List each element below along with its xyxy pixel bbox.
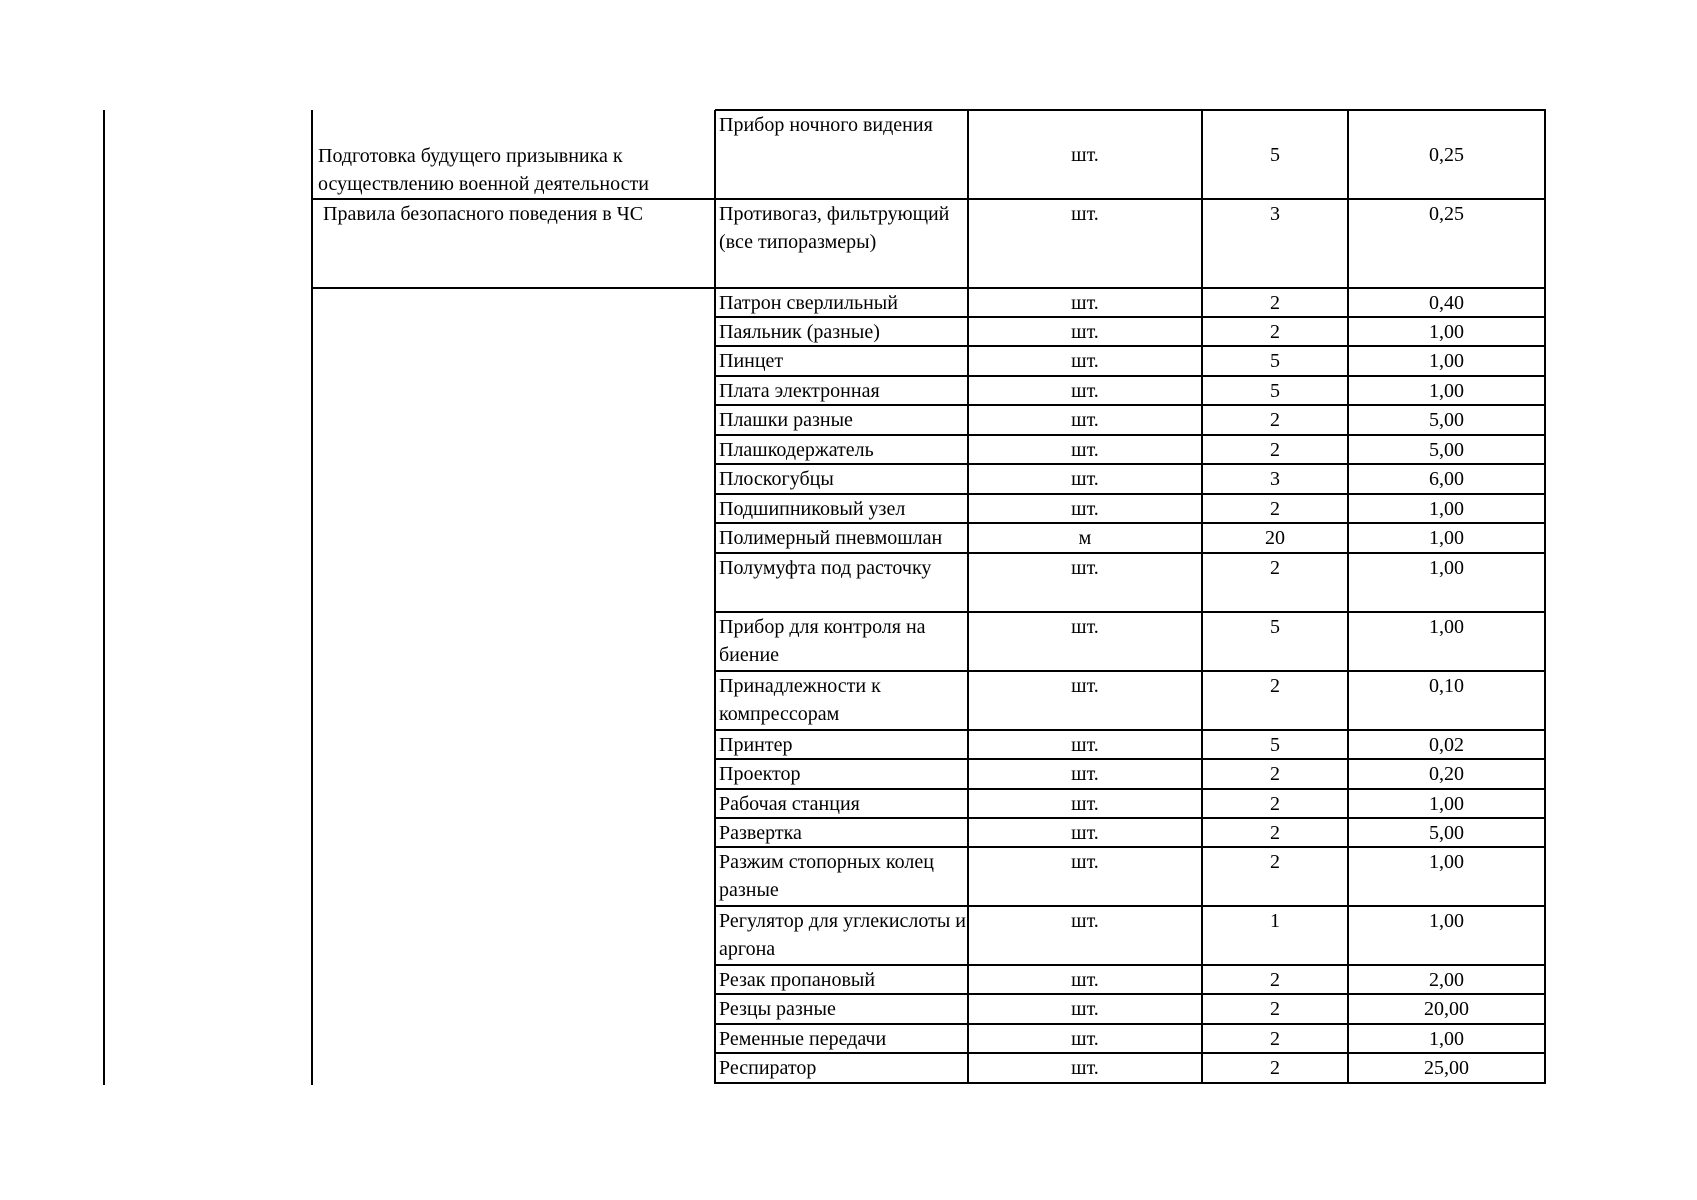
topic-military-preparation: Подготовка будущего призывника к осуществлению военной деятельности [318,145,649,195]
item-unit-cell: шт. [1071,616,1099,638]
item-unit-cell: шт. [1071,468,1099,490]
item-value-cell: 5,00 [1429,409,1464,431]
item-unit-cell: шт. [1071,822,1099,844]
item-unit-cell: шт. [1071,734,1099,756]
item-name-cell: Полимерный пневмошлан [719,527,943,549]
item-quantity-cell: 2 [1270,439,1280,461]
grid-line-vertical [311,110,313,1085]
item-value-cell: 25,00 [1424,1057,1469,1079]
item-value-cell: 1,00 [1429,793,1464,815]
item-value-cell: 1,00 [1429,851,1464,873]
item-quantity-cell: 2 [1270,409,1280,431]
item-unit-cell: шт. [1071,675,1099,697]
item-value-cell: 20,00 [1424,998,1469,1020]
item-quantity-cell: 2 [1270,1057,1280,1079]
item-unit-cell: шт. [1071,1057,1099,1079]
item-unit-cell: шт. [1071,969,1099,991]
item-value-cell: 1,00 [1429,1028,1464,1050]
item-value-cell: 0,10 [1429,675,1464,697]
item-name-cell: Регулятор для углекислоты и аргона [719,910,967,960]
item-quantity-cell: 2 [1270,763,1280,785]
item-name-cell: Резцы разные [719,998,836,1020]
item-quantity-cell: 20 [1265,527,1285,549]
item-unit-cell: шт. [1071,1028,1099,1050]
item-name-cell: Принтер [719,734,793,756]
item-name-cell: Проектор [719,763,801,785]
item-unit-cell: шт. [1071,321,1099,343]
item-value-cell: 0,25 [1429,144,1464,166]
item-value-cell: 1,00 [1429,321,1464,343]
item-unit-cell: шт. [1071,350,1099,372]
item-unit-cell: шт. [1071,910,1099,932]
item-quantity-cell: 2 [1270,557,1280,579]
item-name-cell: Плашкодержатель [719,439,874,461]
item-quantity-cell: 3 [1270,468,1280,490]
item-value-cell: 1,00 [1429,616,1464,638]
item-value-cell: 2,00 [1429,969,1464,991]
item-name-cell: Полумуфта под расточку [719,557,932,579]
item-quantity-cell: 2 [1270,292,1280,314]
item-name-cell: Плата электронная [719,380,880,402]
item-value-cell: 1,00 [1429,557,1464,579]
item-value-cell: 0,25 [1429,203,1464,225]
item-name-cell: Патрон сверлильный [719,292,898,314]
item-value-cell: 1,00 [1429,910,1464,932]
item-quantity-cell: 2 [1270,822,1280,844]
item-name-cell: Развертка [719,822,802,844]
item-value-cell: 6,00 [1429,468,1464,490]
item-quantity-cell: 3 [1270,203,1280,225]
item-value-cell: 1,00 [1429,380,1464,402]
item-quantity-cell: 5 [1270,616,1280,638]
item-unit-cell: шт. [1071,409,1099,431]
item-name-cell: Прибор для контроля на биение [719,616,926,666]
item-value-cell: 0,20 [1429,763,1464,785]
item-name-cell: Рабочая станция [719,793,860,815]
item-quantity-cell: 2 [1270,998,1280,1020]
item-value-cell: 0,02 [1429,734,1464,756]
item-unit-cell: шт. [1071,292,1099,314]
item-quantity-cell: 5 [1270,144,1280,166]
item-quantity-cell: 2 [1270,851,1280,873]
item-name-cell: Ременные передачи [719,1028,887,1050]
item-unit-cell: шт. [1071,793,1099,815]
item-unit-cell: шт. [1071,380,1099,402]
item-name-cell: Плашки разные [719,409,853,431]
item-name-cell: Принадлежности к компрессорам [719,675,881,725]
item-value-cell: 5,00 [1429,822,1464,844]
item-quantity-cell: 2 [1270,675,1280,697]
item-name-cell: Противогаз, фильтрующий (все типоразмеры) [719,203,950,253]
item-quantity-cell: 2 [1270,321,1280,343]
item-quantity-cell: 2 [1270,793,1280,815]
item-name-cell: Респиратор [719,1057,817,1079]
item-name-cell: Резак пропановый [719,969,876,991]
item-value-cell: 0,40 [1429,292,1464,314]
item-quantity-cell: 2 [1270,1028,1280,1050]
item-name-cell: Паяльник (разные) [719,321,880,343]
item-unit-cell: шт. [1071,144,1099,166]
item-value-cell: 1,00 [1429,498,1464,520]
item-value-cell: 5,00 [1429,439,1464,461]
item-quantity-cell: 5 [1270,380,1280,402]
item-unit-cell: шт. [1071,851,1099,873]
item-quantity-cell: 5 [1270,734,1280,756]
item-unit-cell: шт. [1071,763,1099,785]
topic-emergency-safety: Правила безопасного поведения в ЧС [318,203,644,225]
item-quantity-cell: 1 [1270,910,1280,932]
item-name-cell: Разжим стопорных колец разные [719,851,934,901]
grid-line-vertical [103,110,105,1085]
item-name-cell: Подшипниковый узел [719,498,906,520]
item-quantity-cell: 5 [1270,350,1280,372]
item-unit-cell: м [1078,527,1092,549]
item-quantity-cell: 2 [1270,498,1280,520]
item-quantity-cell: 2 [1270,969,1280,991]
item-name-cell: Прибор ночного видения [719,114,933,136]
item-unit-cell: шт. [1071,557,1099,579]
item-unit-cell: шт. [1071,998,1099,1020]
item-value-cell: 1,00 [1429,350,1464,372]
item-unit-cell: шт. [1071,498,1099,520]
item-unit-cell: шт. [1071,203,1099,225]
item-name-cell: Пинцет [719,350,784,372]
item-name-cell: Плоскогубцы [719,468,834,490]
item-value-cell: 1,00 [1429,527,1464,549]
item-unit-cell: шт. [1071,439,1099,461]
